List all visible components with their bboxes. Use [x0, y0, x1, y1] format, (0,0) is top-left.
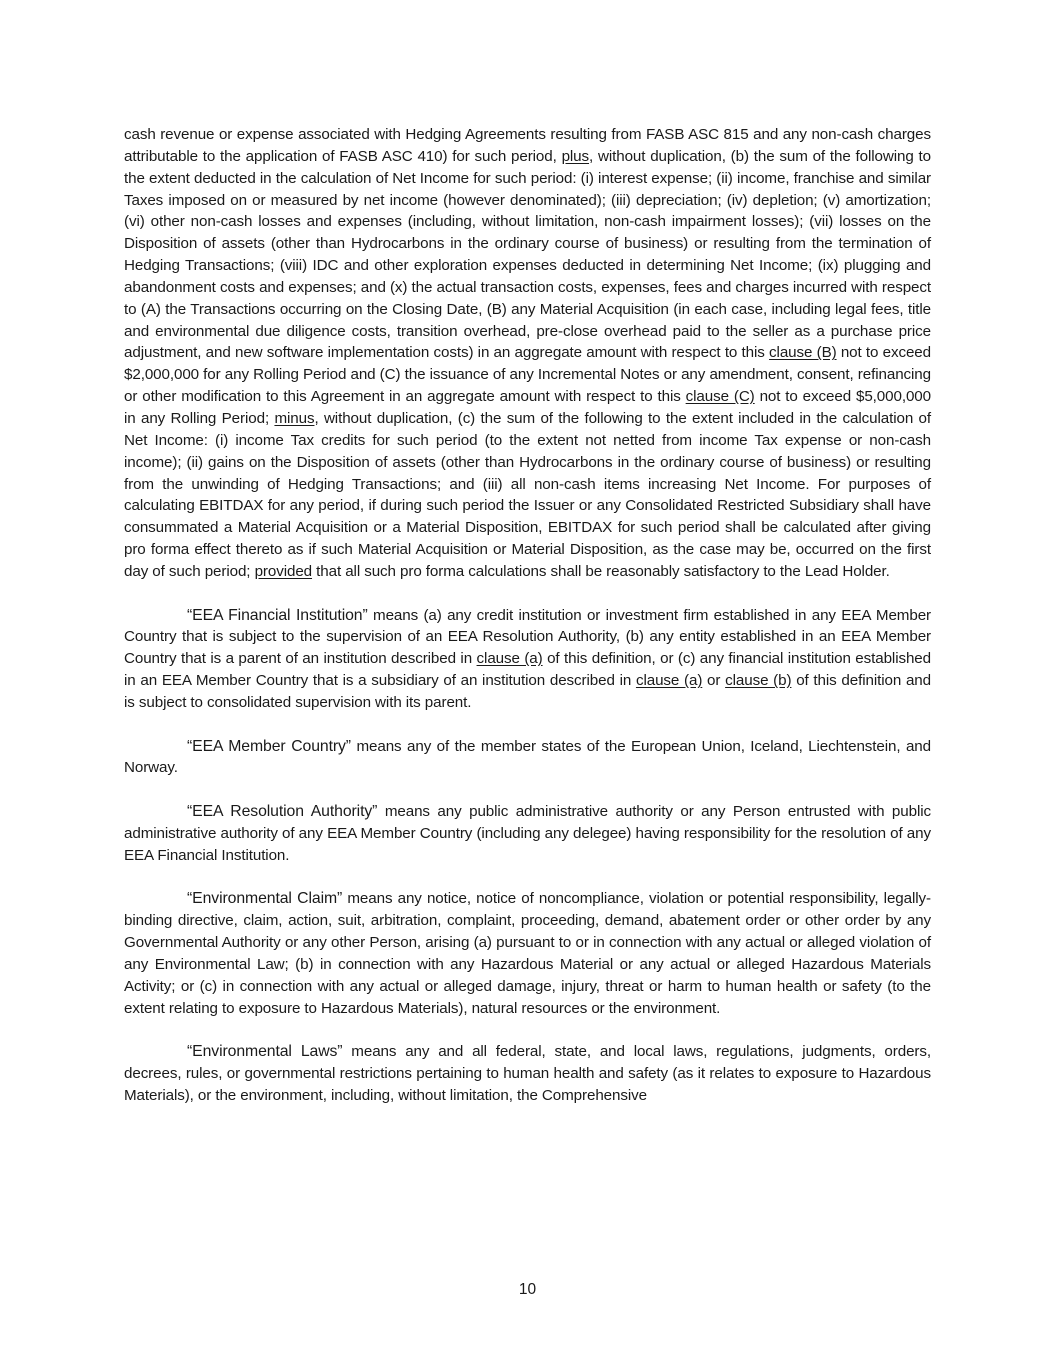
defined-term: “EEA Resolution Authority” — [187, 803, 378, 821]
paragraph-text: of this definition, or (c) any financial institution established in an EEA Member Country that is a subsidiary of an institution described in — [124, 650, 932, 690]
defined-term: “Environmental Claim” — [187, 890, 343, 908]
document-page — [124, 124, 931, 1129]
definition-paragraph — [124, 124, 931, 583]
paragraph-text: means any public administrative authority or any Person entrusted with public administrative authority of any EEA Member Country (including any delegee) having responsibility for the resolution of any EEA Financial Institution. — [124, 803, 932, 864]
paragraph-text: , without duplication, (b) the sum of the following to the extent deducted in the calculation of Net Income for such period: (i) interest expense; (ii) income, franchise and similar Taxes imposed on or measured by net income (however denominated); (iii) depreciation; (iv) depletion; (v) amortization; (vi) other non-cash losses and expenses (including, without limitation, non-cash impairment losses); (vii) losses on the Disposition of assets (other than Hydrocarbons in the ordinary course of business) or resulting from the termination of Hedging Transactions; (viii) IDC and other exploration expenses deducted in determining Net Income; (ix) plugging and abandonment costs and expenses; and (x) the actual transaction costs, expenses, fees and charges incurred with respect to (A) the Transactions occurring on the Closing Date, (B) any Material Acquisition (in each case, including legal fees, title and environmental due diligence costs, transition overhead, pre-close overhead paid to the seller as a purchase price adjustment, and new software implementation costs) in an aggregate amount with respect to this — [124, 147, 931, 362]
paragraph-text: not to exceed $5,000,000 in any Rolling Period; — [124, 388, 931, 427]
paragraph-text: of this definition and is subject to consolidated supervision with its parent. — [124, 672, 931, 711]
clause-reference: minus — [274, 409, 315, 427]
clause-reference: plus — [561, 147, 590, 165]
paragraph-text: that all such pro forma calculations shall be reasonably satisfactory to the Lead Holder. — [312, 562, 890, 580]
definition-paragraph — [124, 801, 931, 867]
paragraph-text: cash revenue or expense associated with Hedging Agreements resulting from FASB ASC 815 and any non-cash charges attributable to the application of FASB ASC 410) for such period, — [124, 126, 931, 165]
definition-paragraph — [124, 736, 931, 780]
paragraph-text: or — [702, 672, 726, 690]
page-number: 10 — [518, 1281, 537, 1298]
clause-reference: provided — [254, 562, 313, 580]
paragraph-text: means (a) any credit institution or investment firm established in any EEA Member Country that is subject to the supervision of an EEA Resolution Authority, (b) any entity established in an EEA Member Country that is a parent of an institution described in — [124, 606, 931, 668]
defined-term: “EEA Member Country” — [187, 737, 351, 755]
definition-paragraph — [124, 1041, 931, 1107]
paragraph-text: , without duplication, (c) the sum of the following to the extent included in the calculation of Net Income: (i) income Tax credits for such period (to the extent not netted from income Tax expense or non-cash income); (ii) gains on the Disposition of assets (other than Hydrocarbons in the ordinary course of business) or resulting from the unwinding of Hedging Transactions; and (iii) all non-cash items increasing Net Income. For purposes of calculating EBITDAX for any period, if during such period the Issuer or any Consolidated Restricted Subsidiary shall have consummated a Material Acquisition or a Material Disposition, EBITDAX for such period shall be calculated after giving pro forma effect thereto as if such Material Acquisition or Material Disposition, as the case may be, occurred on the first day of such period; — [124, 409, 931, 580]
paragraph-text: means any notice, notice of noncompliance, violation or potential responsibility, legally-binding directive, claim, action, suit, arbitration, complaint, proceeding, demand, abatement order or other order by any Governmental Authority or any other Person, arising (a) pursuant to or in connection with any actual or alleged violation of any Environmental Law; (b) in connection with any Hazardous Material or any actual or alleged Hazardous Materials Activity; or (c) in connection with any actual or alleged damage, injury, threat or harm to human health or safety (to the extent relating to exposure to Hazardous Materials), natural resources or the environment. — [124, 890, 931, 1017]
clause-reference: clause (b) — [725, 672, 792, 690]
paragraph-text: means any and all federal, state, and local laws, regulations, judgments, orders, decrees, rules, or governmental restrictions pertaining to human health and safety (as it relates to exposure to Hazardous Materials), or the environment, including, without limitation, the Comprehensive — [124, 1043, 931, 1104]
definition-paragraph — [124, 605, 931, 714]
clause-reference: clause (B) — [769, 344, 837, 362]
definition-paragraph — [124, 888, 931, 1019]
defined-term: “EEA Financial Institution” — [187, 606, 368, 624]
paragraph-text: means any of the member states of the European Union, Iceland, Liechtenstein, and Norway. — [124, 737, 931, 777]
defined-term: “Environmental Laws” — [187, 1043, 343, 1061]
paragraph-text: not to exceed $2,000,000 for any Rolling Period and (C) the issuance of any Incremental Notes or any amendment, consent, refinancing or other modification to this Agreement in an aggregate amount with respect to this — [124, 344, 931, 406]
clause-reference: clause (C) — [685, 388, 755, 406]
clause-reference: clause (a) — [476, 650, 543, 668]
clause-reference: clause (a) — [635, 672, 703, 690]
